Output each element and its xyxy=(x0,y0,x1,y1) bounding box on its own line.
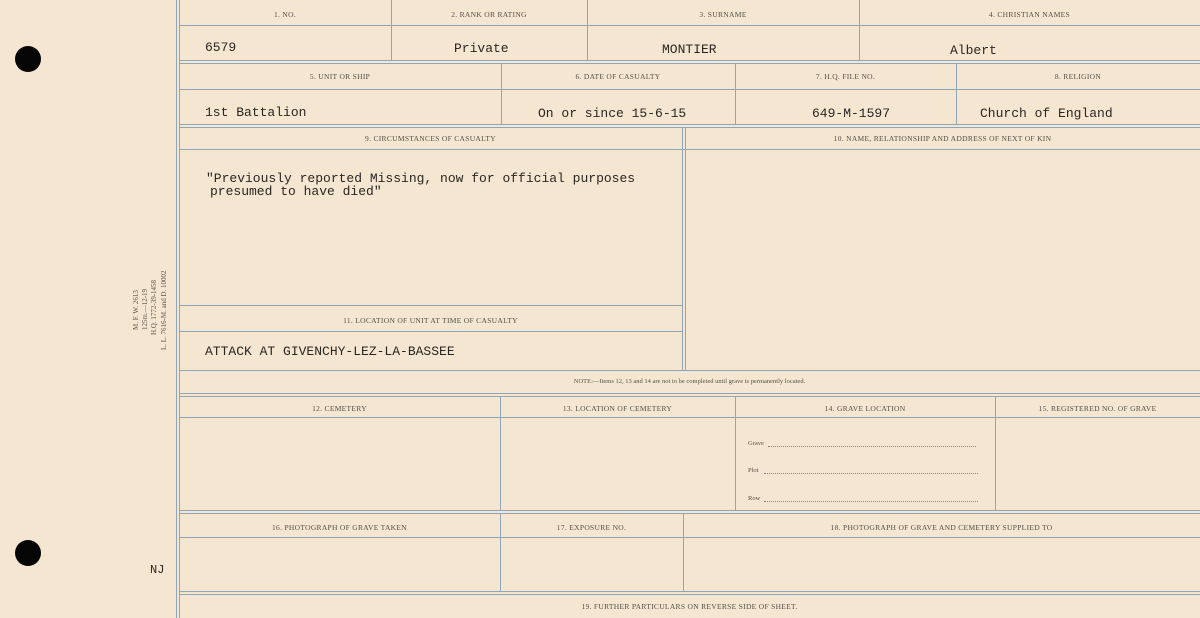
label-cemetery: 12. CEMETERY xyxy=(312,404,367,413)
label-exposure-no: 17. EXPOSURE NO. xyxy=(556,523,627,532)
initials: NJ xyxy=(150,563,165,577)
form-code-2: 125m.—12-19 xyxy=(141,288,149,330)
rule-note-bottom xyxy=(179,393,1200,394)
rule-row1-bottom xyxy=(179,60,1200,61)
label-further-particulars: 19. FURTHER PARTICULARS ON REVERSE SIDE OF SHEET. xyxy=(581,602,798,611)
label-location-of-unit: 11. LOCATION OF UNIT AT TIME OF CASUALTY xyxy=(343,316,518,325)
row-dots xyxy=(764,501,978,502)
rule-top-header xyxy=(179,25,1200,26)
label-no: 1. NO. xyxy=(273,10,296,19)
plot-label: Plot xyxy=(748,467,759,474)
label-christian-names: 4. CHRISTIAN NAMES xyxy=(988,10,1071,19)
value-unit: 1st Battalion xyxy=(205,105,307,120)
rule-circ-bottom xyxy=(179,305,682,306)
value-surname: MONTIER xyxy=(662,42,717,57)
label-unit: 5. UNIT OR SHIP xyxy=(309,72,371,81)
rule-row3-header xyxy=(179,149,1200,150)
plot-dots xyxy=(764,473,978,474)
value-circumstances-line2: presumed to have died" xyxy=(210,184,382,199)
rule-row4-bottom xyxy=(179,510,1200,511)
grave-dots xyxy=(768,446,976,447)
value-date-of-casualty: On or since 15-6-15 xyxy=(538,106,687,121)
rule-row1-bottom-2 xyxy=(179,63,1200,64)
row4-div-1 xyxy=(500,396,501,510)
punch-hole-bottom xyxy=(15,540,41,566)
value-hq-file-no: 649-M-1597 xyxy=(812,106,891,121)
rule-row5-bottom xyxy=(179,591,1200,592)
rule-row2-header xyxy=(179,89,1200,90)
row3-div xyxy=(682,127,683,370)
label-photo-taken: 16. PHOTOGRAPH OF GRAVE TAKEN xyxy=(272,523,407,532)
value-location-of-unit: ATTACK AT GIVENCHY-LEZ-LA-BASSEE xyxy=(205,344,455,359)
label-rank: 2. RANK OR RATING xyxy=(451,10,527,19)
label-photo-supplied: 18. PHOTOGRAPH OF GRAVE AND CEMETERY SUPPLIED TO xyxy=(830,523,1053,532)
form-code-4: L. L. 7616-M. and D. 10002 xyxy=(160,270,168,350)
punch-hole-top xyxy=(15,46,41,72)
row4-div-3 xyxy=(995,396,996,510)
form-code-1: M. F. W. 2613 xyxy=(132,290,140,330)
form-code-3: H.Q. 1772-39-1458 xyxy=(150,279,158,335)
row1-div-1 xyxy=(391,0,392,60)
label-religion: 8. RELIGION xyxy=(1054,72,1102,81)
grave-label: Grave xyxy=(748,440,764,447)
row1-div-2 xyxy=(587,0,588,60)
value-christian-names: Albert xyxy=(950,43,997,58)
rule-row5-bottom-2 xyxy=(179,594,1200,595)
value-circumstances-line1: "Previously reported Missing, now for official purposes xyxy=(206,171,636,186)
row3-div-2 xyxy=(685,127,686,370)
note-text: NOTE:—Items 12, 13 and 14 are not to be completed until grave is permanently located. xyxy=(573,378,806,385)
row4-div-2 xyxy=(735,396,736,510)
value-rank: Private xyxy=(454,41,509,56)
label-surname: 3. SURNAME xyxy=(699,10,747,19)
value-religion: Church of England xyxy=(980,106,1113,121)
rule-loc-header xyxy=(179,331,682,332)
label-location-of-cemetery: 13. LOCATION OF CEMETERY xyxy=(562,404,673,413)
label-hq-file-no: 7. H.Q. FILE NO. xyxy=(815,72,876,81)
rule-note-bottom-2 xyxy=(179,396,1200,397)
value-no: 6579 xyxy=(205,40,237,55)
label-next-of-kin: 10. NAME, RELATIONSHIP AND ADDRESS OF NEXT OF KIN xyxy=(833,134,1052,143)
rule-row4-bottom-2 xyxy=(179,513,1200,514)
rule-row2-bottom xyxy=(179,124,1200,125)
row-label: Row xyxy=(748,495,761,502)
rule-row3-bottom xyxy=(179,370,1200,371)
label-date-of-casualty: 6. DATE OF CASUALTY xyxy=(575,72,661,81)
row1-div-3 xyxy=(859,0,860,60)
label-circumstances: 9. CIRCUMSTANCES OF CASUALTY xyxy=(365,134,496,143)
rule-row4-header xyxy=(179,417,1200,418)
label-grave-location: 14. GRAVE LOCATION xyxy=(824,404,906,413)
left-margin-line xyxy=(176,0,177,618)
rule-row2-bottom-2 xyxy=(179,127,1200,128)
label-registered-no: 15. REGISTERED NO. OF GRAVE xyxy=(1038,404,1157,413)
rule-row5-header xyxy=(179,537,1200,538)
